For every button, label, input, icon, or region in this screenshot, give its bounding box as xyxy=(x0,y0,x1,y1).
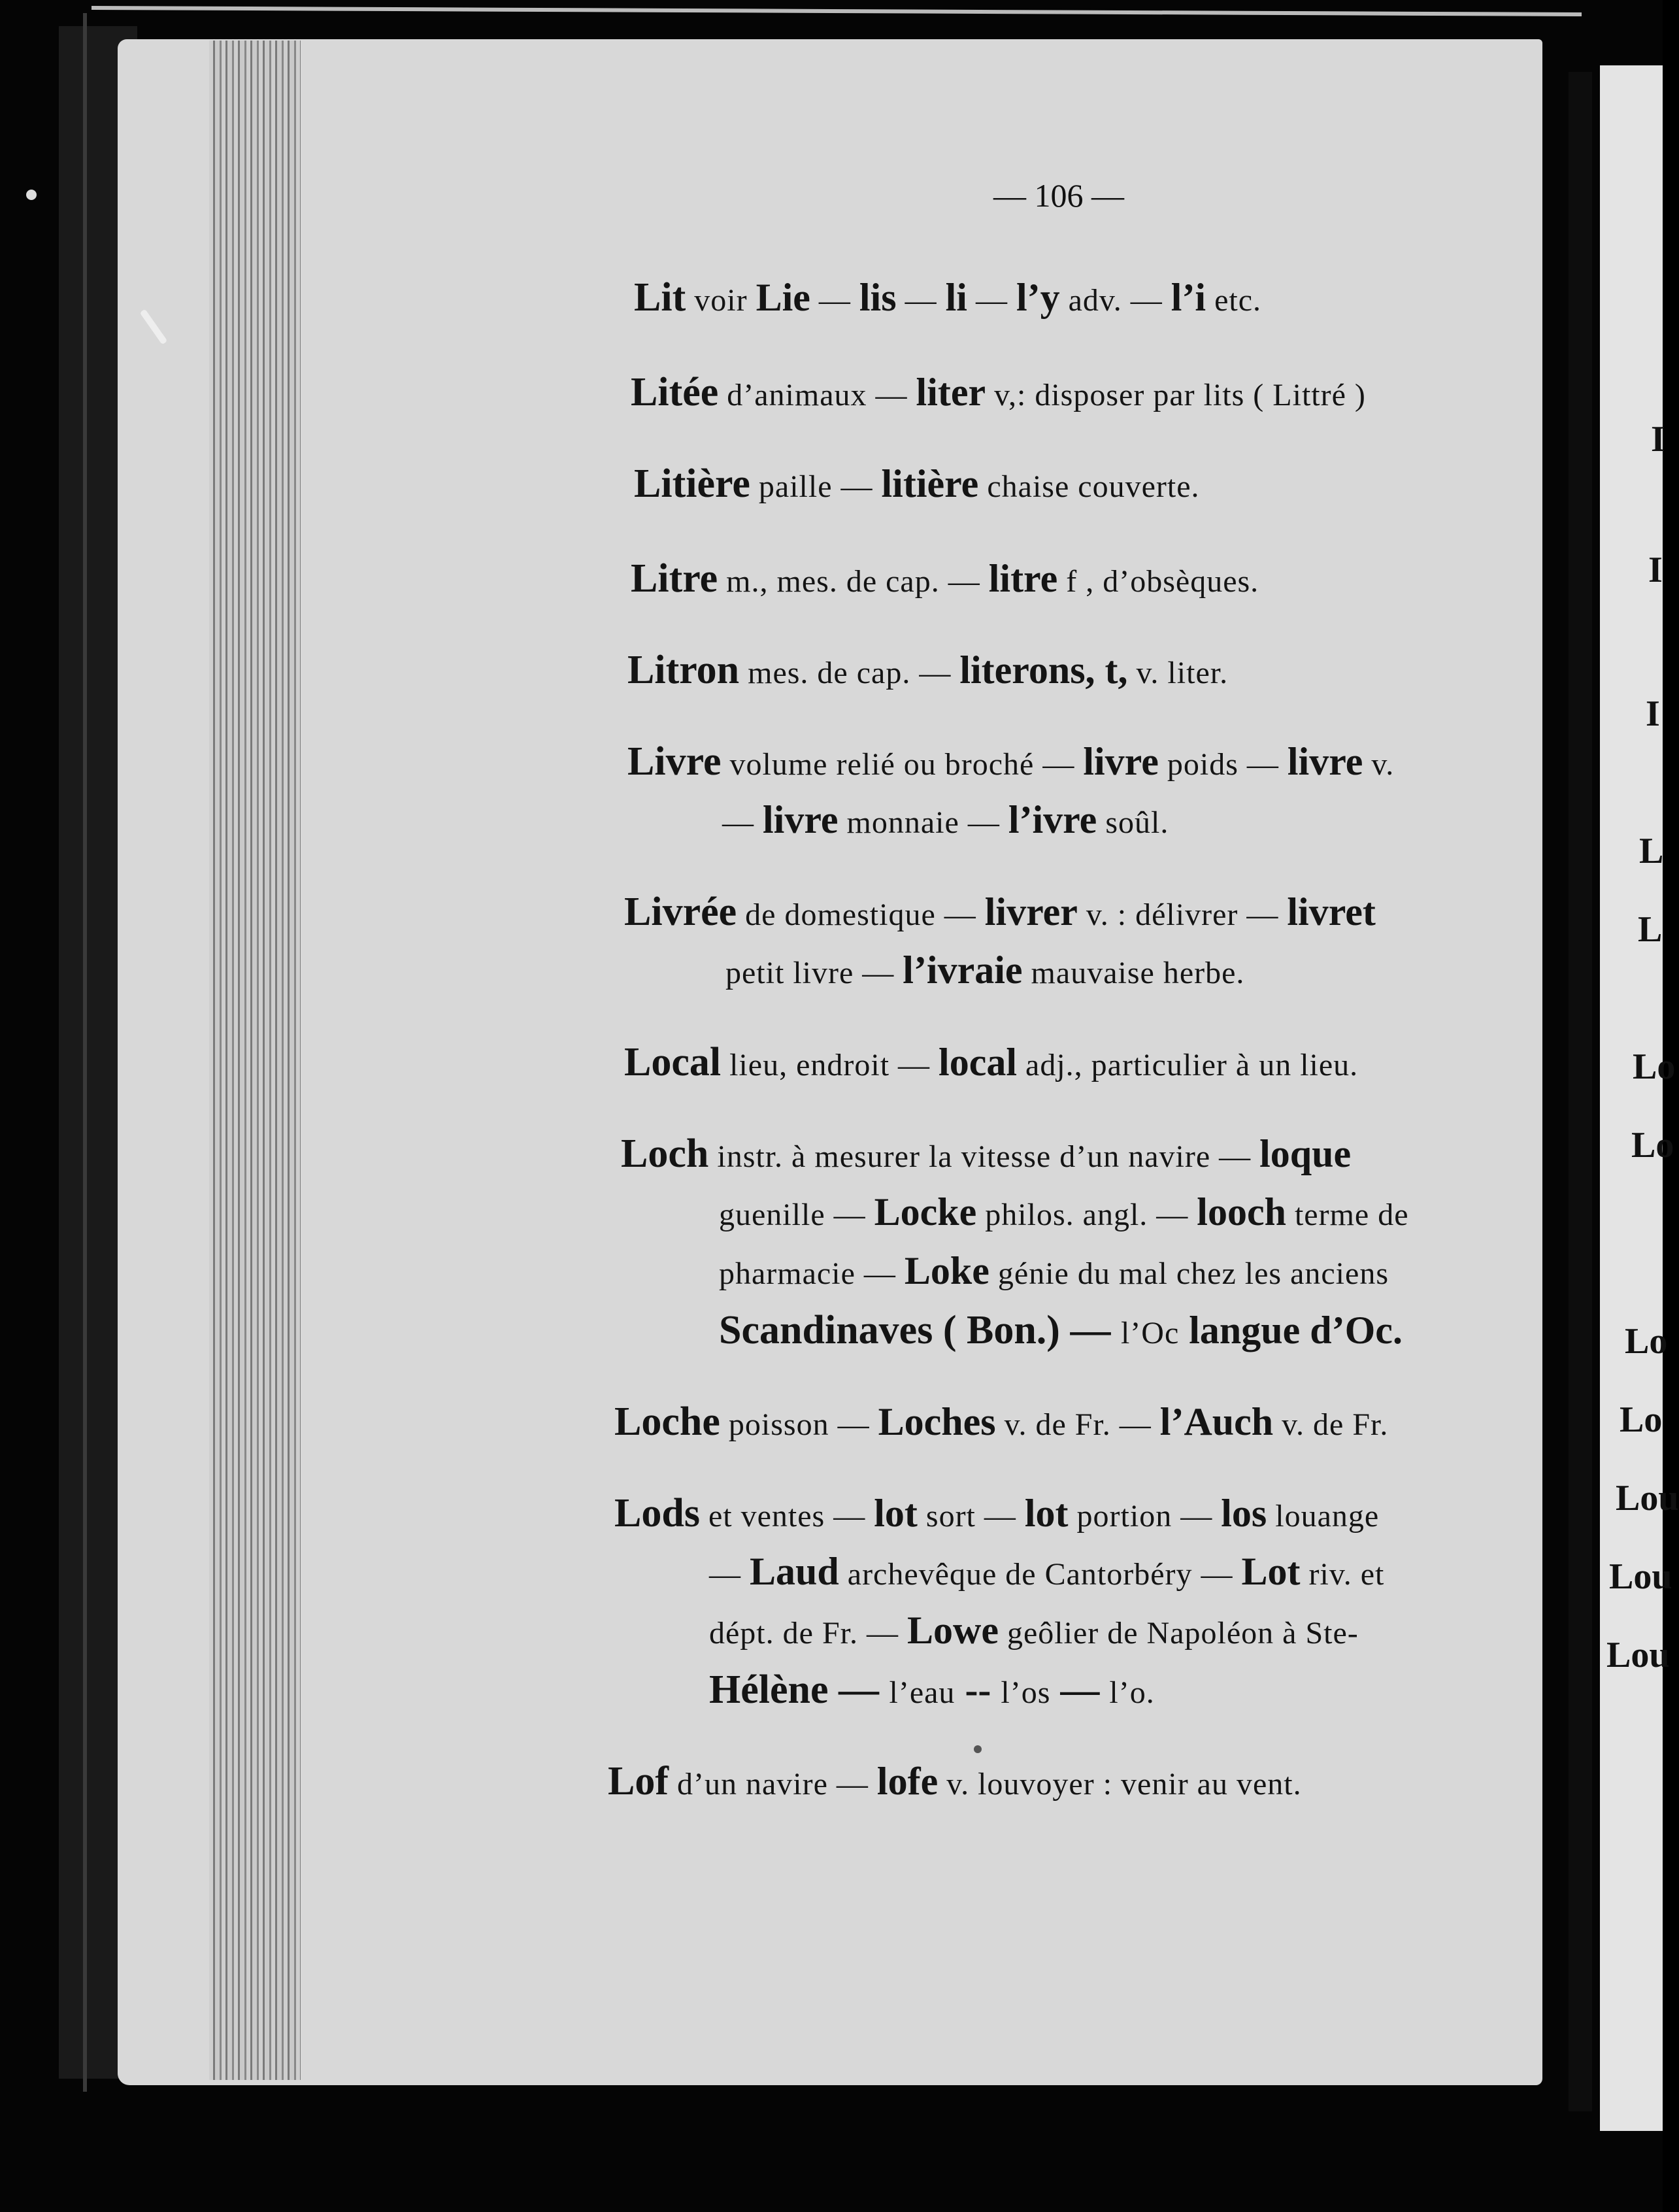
homophone: loque xyxy=(1259,1132,1352,1175)
definition-text: de domestique — xyxy=(737,897,985,932)
definition-text: d’animaux — xyxy=(718,378,916,412)
definition-text: archevêque de Cantorbéry — xyxy=(839,1557,1242,1592)
next-page-fragment: Lou xyxy=(1616,1478,1679,1518)
homophone: livret xyxy=(1287,890,1376,933)
definition-text: volume relié ou broché — xyxy=(721,747,1084,782)
homophone: literons, t, xyxy=(959,648,1128,692)
homophone: — xyxy=(1050,1668,1110,1711)
definition-text: monnaie — xyxy=(838,805,1008,840)
definition-text: petit livre — xyxy=(725,956,903,990)
definition-text: et ventes — xyxy=(699,1499,874,1533)
definition-text: f , d’obsèques. xyxy=(1057,564,1259,599)
next-page-fragment: Lo xyxy=(1633,1047,1676,1087)
definition-text: v. de Fr. xyxy=(1273,1407,1389,1442)
definition-text: geôlier de Napoléon à Ste- xyxy=(998,1616,1359,1651)
homophone: l’Auch xyxy=(1159,1400,1274,1443)
homophone: Lot xyxy=(1241,1550,1301,1593)
entry-line xyxy=(634,461,1200,507)
homophone: livre xyxy=(1083,740,1159,783)
entry-line xyxy=(709,1608,1359,1653)
entry-line xyxy=(719,1307,1403,1354)
entry-line xyxy=(709,1549,1384,1594)
homophone: li xyxy=(945,276,967,319)
entry-line xyxy=(627,647,1228,694)
entry-line xyxy=(627,739,1394,785)
definition-text: instr. à mesurer la vitesse d’un navire — xyxy=(708,1139,1260,1174)
definition-text: — xyxy=(967,283,1016,318)
headword: Livrée xyxy=(624,890,737,934)
definition-text: adv. — xyxy=(1059,283,1171,318)
headword: Lof xyxy=(608,1759,669,1803)
page-number: — 106 — xyxy=(993,177,1124,214)
homophone: Laud xyxy=(750,1550,839,1593)
headword: Livre xyxy=(627,739,722,784)
next-page-fragment: Lou xyxy=(1609,1556,1672,1597)
definition-text: v. xyxy=(1363,747,1395,782)
definition-text: sort — xyxy=(917,1499,1025,1533)
homophone: l’ivre xyxy=(1008,798,1097,841)
homophone: livrer xyxy=(984,890,1078,933)
headword: Loch xyxy=(621,1131,709,1176)
definition-text: lieu, endroit — xyxy=(721,1048,939,1082)
definition-text: v. louvoyer : venir au vent. xyxy=(938,1767,1302,1801)
entry-line xyxy=(614,1490,1379,1537)
homophone: livre xyxy=(1287,740,1363,783)
homophone: lofe xyxy=(876,1760,939,1803)
homophone: lot xyxy=(1024,1492,1069,1535)
homophone: los xyxy=(1221,1492,1267,1535)
definition-text: l’os xyxy=(1001,1675,1051,1710)
definition-text: — xyxy=(709,1557,750,1592)
entry-line xyxy=(614,1399,1388,1445)
definition-text: portion — xyxy=(1068,1499,1222,1533)
entry-line xyxy=(624,1039,1358,1086)
next-page-fragment: Lo xyxy=(1620,1399,1663,1440)
homophone: Lie xyxy=(756,276,810,319)
headword: Lit xyxy=(634,275,686,320)
definition-text: m., mes. de cap. — xyxy=(718,564,989,599)
headword: Litée xyxy=(631,370,719,414)
next-page-fragment: I xyxy=(1651,419,1665,460)
headword: Litron xyxy=(627,648,740,692)
definition-text: paille — xyxy=(750,469,882,504)
definition-text: poisson — xyxy=(720,1407,878,1442)
entry-line xyxy=(719,1248,1389,1294)
headword: Loche xyxy=(614,1399,720,1444)
homophone: liter xyxy=(916,371,986,414)
definition-text: mauvaise herbe. xyxy=(1022,956,1245,990)
entry-line xyxy=(621,1131,1351,1177)
definition-text: l’eau xyxy=(889,1675,956,1710)
entry-line xyxy=(608,1758,1302,1805)
homophone: langue d’Oc. xyxy=(1179,1309,1403,1352)
homophone: Loches xyxy=(878,1400,996,1443)
scan-dust xyxy=(974,1745,982,1753)
next-page-fragment: Lo xyxy=(1631,1125,1674,1165)
entry-line xyxy=(631,556,1259,602)
homophone: looch xyxy=(1197,1190,1286,1233)
homophone: -- xyxy=(955,1668,1001,1711)
headword: Hélène — xyxy=(709,1667,889,1712)
headword: Litière xyxy=(634,461,750,506)
homophone: l’y xyxy=(1016,276,1060,319)
headword: Lods xyxy=(614,1491,700,1535)
homophone: Locke xyxy=(874,1190,977,1233)
definition-text: — xyxy=(896,283,946,318)
definition-text: philos. angl. — xyxy=(976,1198,1197,1232)
next-page-fragment: L xyxy=(1639,831,1664,871)
definition-text: l’Oc xyxy=(1120,1316,1180,1350)
next-page-fragment: I xyxy=(1646,694,1660,734)
definition-text: voir xyxy=(686,283,756,318)
definition-text: pharmacie — xyxy=(719,1256,905,1291)
next-page-edge xyxy=(1600,65,1663,2131)
headword: Local xyxy=(624,1040,722,1084)
homophone: Loke xyxy=(904,1249,989,1292)
homophone: l’i xyxy=(1171,276,1206,319)
definition-text: génie du mal chez les anciens xyxy=(989,1256,1389,1291)
entry-line xyxy=(631,369,1366,416)
homophone: lis xyxy=(859,276,897,319)
definition-text: poids — xyxy=(1158,747,1288,782)
definition-text: v. de Fr. — xyxy=(995,1407,1160,1442)
definition-text: mes. de cap. — xyxy=(739,656,960,690)
definition-text: etc. xyxy=(1206,283,1262,318)
definition-text: v,: disposer par lits ( Littré ) xyxy=(986,378,1366,412)
homophone: litre xyxy=(988,557,1058,600)
homophone: local xyxy=(939,1041,1018,1084)
entry-line xyxy=(719,1190,1409,1235)
homophone: livre xyxy=(763,798,839,841)
definition-text: v. liter. xyxy=(1127,656,1229,690)
entry-line xyxy=(624,889,1376,935)
definition-text: adj., particulier à un lieu. xyxy=(1017,1048,1359,1082)
headword: Scandinaves ( Bon.) — xyxy=(719,1308,1121,1352)
homophone: Lowe xyxy=(906,1609,999,1652)
entry-line xyxy=(709,1667,1155,1713)
next-page-fragment: Lou xyxy=(1606,1635,1670,1675)
definition-text: dépt. de Fr. — xyxy=(709,1616,907,1651)
page-gutter xyxy=(209,41,301,2080)
next-page-fragment: I xyxy=(1648,550,1663,590)
next-page-fragment: Lo xyxy=(1625,1321,1668,1362)
definition-text: soûl. xyxy=(1097,805,1169,840)
next-page-fragment: L xyxy=(1638,909,1663,950)
homophone: litière xyxy=(881,462,979,505)
definition-text: v. : délivrer — xyxy=(1077,897,1288,932)
entry-line xyxy=(722,797,1169,843)
definition-text: louange xyxy=(1267,1499,1380,1533)
entry-line xyxy=(725,948,1244,993)
definition-text: l’o. xyxy=(1109,1675,1155,1710)
headword: Litre xyxy=(631,556,718,601)
definition-text: chaise couverte. xyxy=(978,469,1200,504)
definition-text: terme de xyxy=(1286,1198,1409,1232)
definition-text: — xyxy=(722,805,763,840)
entry-line xyxy=(634,275,1261,321)
definition-text: d’un navire — xyxy=(669,1767,877,1801)
definition-text: — xyxy=(810,283,859,318)
definition-text: guenille — xyxy=(719,1198,874,1232)
definition-text: riv. et xyxy=(1300,1557,1385,1592)
scan-dust xyxy=(26,190,37,200)
homophone: l’ivraie xyxy=(903,948,1023,992)
homophone: lot xyxy=(874,1492,918,1535)
